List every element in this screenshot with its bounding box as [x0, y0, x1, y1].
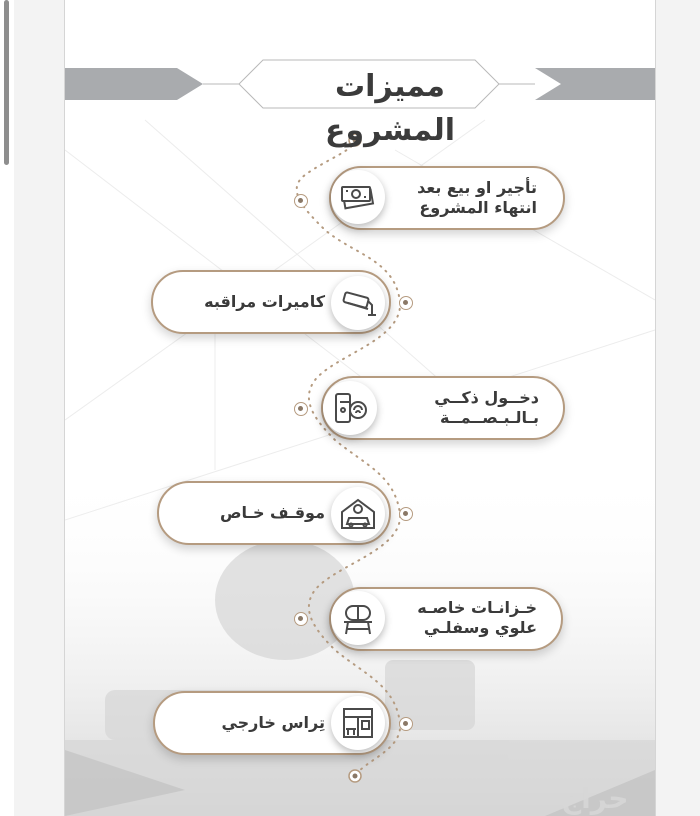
connector-dot: [294, 194, 308, 208]
connector-dot: [294, 612, 308, 626]
feature-label: تِراس خارجي: [221, 713, 325, 732]
connector-dot: [294, 402, 308, 416]
scrollbar-track[interactable]: [0, 0, 14, 816]
parking-garage-icon: [331, 487, 385, 541]
page-title: مميزات المشروع: [325, 69, 455, 148]
title-band-right: [535, 68, 655, 100]
title-band-left: [65, 68, 203, 100]
connector-dot: [399, 717, 413, 731]
feature-label: كاميرات مراقبه: [204, 292, 325, 311]
feature-label: خـزانـات خاصـه علوي وسفلـي: [417, 598, 537, 637]
fingerprint-lock-icon: [323, 381, 377, 435]
connector-dot: [399, 507, 413, 521]
scrollbar-thumb[interactable]: [4, 0, 9, 165]
connector-dot: [399, 296, 413, 310]
brochure-page: [64, 0, 656, 816]
feature-label: تأجير او بيع بعد انتهاء المشروع: [417, 178, 537, 217]
security-camera-icon: [331, 276, 385, 330]
water-tank-icon: [331, 591, 385, 645]
feature-label: موقـف خـاص: [219, 503, 325, 522]
money-icon: [331, 170, 385, 224]
terrace-icon: [331, 696, 385, 750]
feature-label: دخــول ذكــي بـالـبـصــمــة: [434, 388, 539, 427]
watermark-logo: حراج: [561, 782, 629, 815]
